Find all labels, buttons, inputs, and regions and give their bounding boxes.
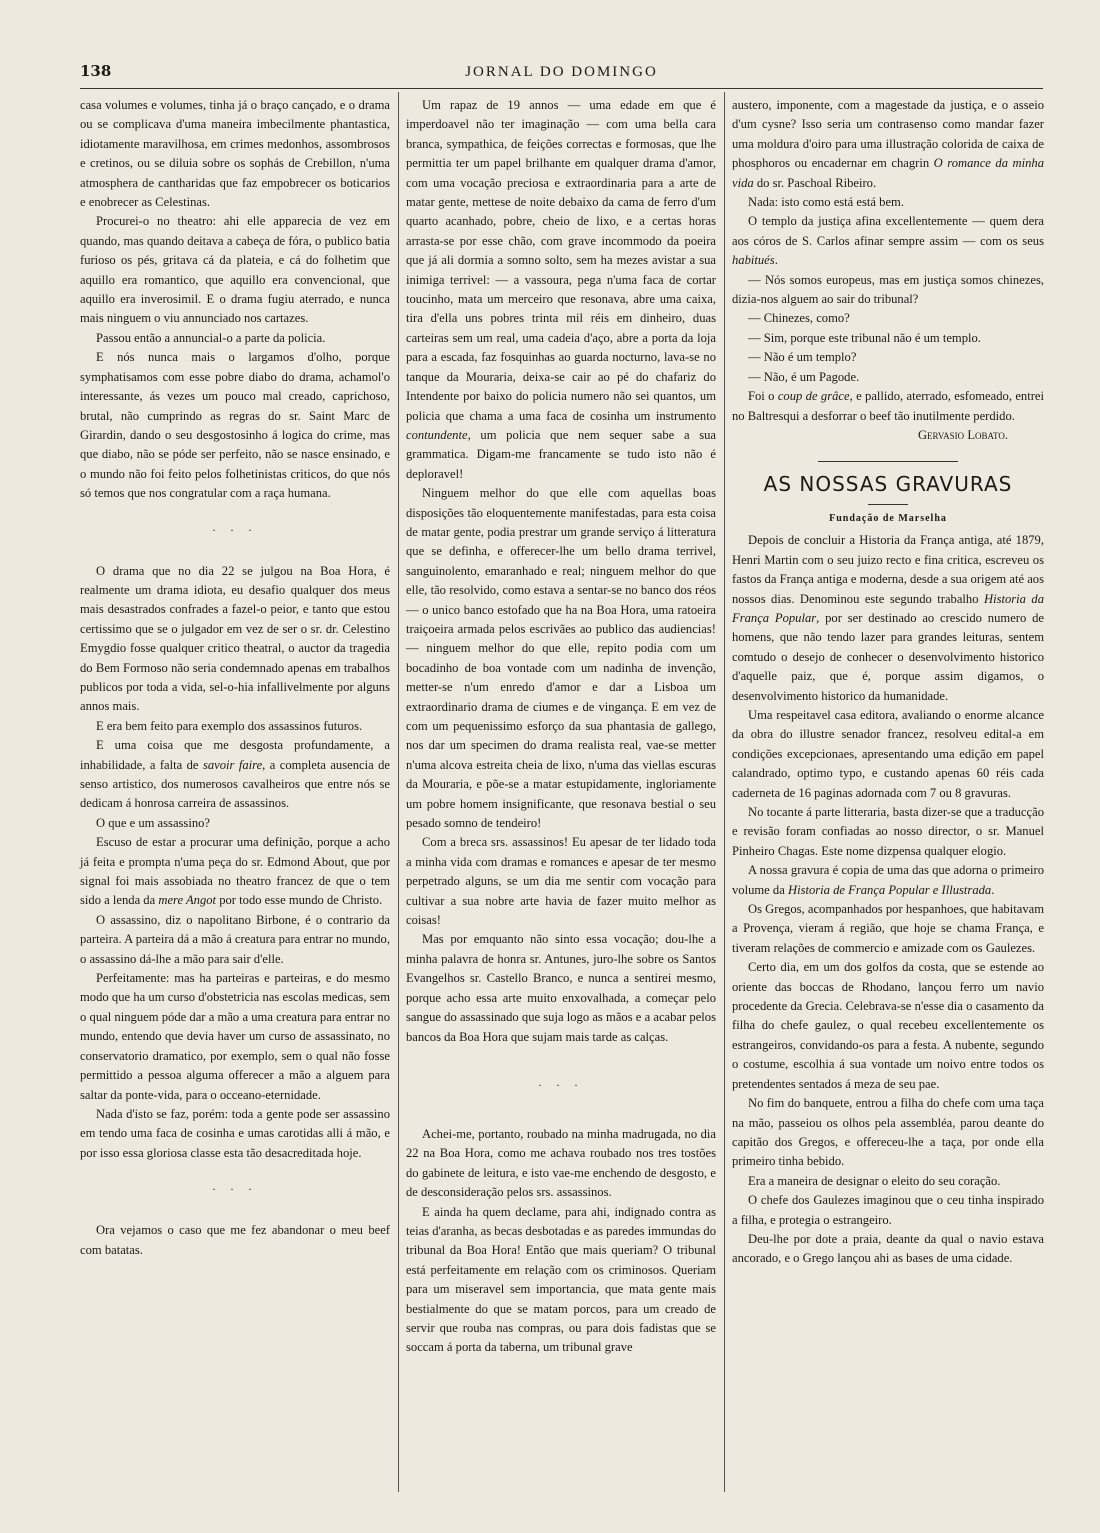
paragraph: Perfeitamente: mas ha parteiras e parteiras, e do mesmo modo que ha um curso d'obstetricia nas escolas medicas, sem o qual ninguem póde dar a mão a uma creatura para entrar no mundo, entendo que devia haver um curso de assassinato, no conservatorio dramatico, por exemplo, sem o qual não fosse permittido a pessoa alguma offerecer a mão a alguem para saltar da ponte-vida, para o occeano-eternidade. — [80, 971, 390, 1102]
paragraph: E nós nunca mais o largamos d'olho, porque symphatisamos com esse pobre diabo do drama, achamol'o interessante, ás vezes um pouco mal creado, caprichoso, brutal, não cumprindo as regras do sr. Saint Marc de Girardin, dando o seu desgostosinho á logica do crime, mas que diabo, não se póde ser perfeito, não se nasce ensinado, e o mundo não foi feito pelos folhetinistas criticos, do que nós só temos que nos congratular com a raça humana. — [80, 350, 390, 501]
paragraph: Nada: isto como está está bem. — [748, 195, 904, 210]
paragraph: O assassino, diz o napolitano Birbone, é o contrario da parteira. A parteira dá a mão á creatura para entrar no mundo, o assassino dá-lhe a mão para sair d'elle. — [80, 912, 390, 966]
paragraph: Era a maneira de designar o eleito do seu coração. — [748, 1173, 1001, 1188]
paragraph — [732, 96, 1044, 193]
text-run: por todo esse mundo de Christo. — [216, 893, 383, 908]
paragraph: Ninguem melhor do que elle com aquellas boas disposições tão eloquentemente manifestadas, para esta coisa de matar gente, podia prestrar um grande serviço á litteratura que se definha, e offerecer-lhe um bello drama terrivel, sanguinolento, emaranhado e real; ninguem melhor do que elle, tão resolvido, como estava a sentar-se no banco dos réos — o unico banco estofado que ha na Boa Hora, uma ratoeira traiçoeira armada pelos escrivães ao publico das audiencias! — ninguem melhor do que elle, repito podia com um bocadinho de boa vontade com um nadinha de invenção, metter-se n'um enredo d'amor e dar a Lisboa um extraordinario drama de ciumes e de vingança. E em vez de com um pequenissimo esforço da sua phantasia de gallego, nos dar um specimen do drama realista real, vae-se metter n'uma alcova estreita cheia de lixo, n'uma das viellas escuras da Mouraria, e põe-se a matar estupidamente, ingloriamente um pobre homem insignificante, que resonava bestial o seu pesado somno de tendeiro! — [406, 486, 716, 831]
italic-text: Historia da França Popular — [732, 591, 1044, 625]
text-run: , por ser destinado ao crescido numero de homens, que não tendo lazer para grandes leituras, sentem comtudo o desejo de conhecer o desenvolvimento historico d'aquelle paiz, que é, porque assim digamos, o desenvolvimento historico da humanidade. — [732, 610, 1044, 703]
paragraph: Certo dia, em um dos golfos da costa, que se estende ao oriente das boccas de Rhodano, lançou ferro um navio procedente da Grecia. Celebrava-se n'esse dia o casamento da filha do chefe gaulez, o qual recebeu excellentemente os estrangeiros, convidando-os para a festa. A nubente, segundo o costume, escolhia á sua vontade um noivo entre todos os pretendentes sentados á meza de seu pae. — [732, 960, 1044, 1091]
header-rule — [80, 88, 1043, 89]
dialogue-line: — Não, é um Pagode. — [748, 369, 860, 384]
section-subtitle: Fundação de Marselha — [829, 513, 947, 525]
italic-text: coup de grâce — [777, 389, 850, 404]
text-run: Depois de concluir a Historia da França antiga, até 1879, Henri Martin com o seu juizo recto e fina critica, escreveu os fastos da França antiga e moderna, desde a sua origem até aos nossos dias. Denominou este segundo trabalho — [732, 533, 1044, 606]
paragraph — [732, 531, 1044, 706]
page-number: 138 — [80, 62, 112, 80]
paragraph: O que e um assassino? — [96, 815, 211, 830]
paragraph: Os Gregos, acompanhados por hespanhoes, que habitavam a Provença, vieram á região, que hoje se chama França, e tiveram relações de commercio e amizade com os Gaulezes. — [732, 902, 1044, 955]
paragraph: E era bem feito para exemplo dos assassinos futuros. — [96, 718, 363, 733]
column-2 — [406, 96, 716, 1358]
paragraph: E ainda ha quem declame, para ahi, indignado contra as teias d'aranha, as becas desbotadas e as paredes immundas do tribunal da Boa Hora! Então que mais queriam? O tribunal está perfeitamente em relação com os criminosos. Queriam para um miseravel sem importancia, que mata gente mais bestialmente do que se matam porcos, para um creado de servir que rouba nas compras, ou para dois fadistas que se soccam á porta da taberna, um tribunal grave — [406, 1204, 717, 1355]
paragraph: Passou então a annuncial-o a parte da policia. — [96, 330, 326, 345]
column-divider — [724, 92, 725, 1492]
text-run: . — [991, 882, 995, 897]
italic-text: Historia de França Popular e Illustrada — [787, 882, 992, 897]
paragraph — [80, 736, 390, 814]
section-rule — [818, 461, 958, 462]
text-run: Escuso de estar a procurar uma definição, porque a acho já feita e prompta n'uma peça do sr. Edmond About, que por signal foi mais assobiada no theatro francez de que o tem sido a lenda da — [80, 835, 390, 908]
column-3 — [732, 96, 1044, 1269]
section-separator: . . . — [212, 519, 258, 534]
paragraph — [732, 387, 1044, 426]
section-separator: . . . — [538, 1074, 584, 1089]
italic-text: contundente — [406, 427, 468, 442]
section-separator: . . . — [212, 1179, 258, 1194]
text-run: , e pallido, aterrado, esfomeado, entrei no Baltresqui a desforrar o beef tão inutilmente perdido. — [732, 389, 1044, 423]
paragraph: O drama que no dia 22 se julgou na Boa Hora, é realmente um drama idiota, eu desafio qualquer dos meus mais desastrados confrades a fazel-o peior, e tanto que estou certissimo que se o julgador em vez de ser o sr. dr. Celestino Emygdio fosse qualquer critico theatral, o auctor da tragedia do Bem Formoso não seria condemnado apenas em trabalhos publicos por toda a vida, sel-o-hia infallivelmente por alguns annos mais. — [80, 563, 390, 714]
text-run: O templo da justiça afina excellentemente — quem dera aos córos de S. Carlos afinar sempre assim — com os seus — [732, 214, 1044, 248]
paragraph: No fim do banquete, entrou a filha do chefe com uma taça na mão, passeiou os olhos pela assembléa, parou deante do capitão dos Gregos, e offereceu-lhe a taça, por onde ella primeiro tinha bebido. — [732, 1096, 1044, 1169]
page-header — [80, 62, 1043, 84]
paragraph: casa volumes e volumes, tinha já o braço cançado, e o drama ou se complicava d'uma maneira imbecilmente phantastica, idiotamente maravilhosa, em crimes medonhos, assombrosos e cretinos, ou se diluia sobre os sophás de Crebillon, n'uma atmosphera de cantharidas que faz empobrecer os boticarios e enobrecer as Celestinas. — [80, 98, 390, 210]
paragraph: Ora vejamos o caso que me fez abandonar o meu beef com batatas. — [80, 1223, 390, 1257]
paragraph: Deu-lhe por dote a praia, deante da qual o navio estava ancorado, e o Grego lançou ahi as bases de uma cidade. — [732, 1231, 1044, 1266]
paragraph: No tocante á parte litteraria, basta dizer-se que a traducção e revisão foram confiadas ao nosso director, o sr. Manuel Pinheiro Chagas. Este nome dizpensa qualquer elogio. — [732, 805, 1044, 858]
section-rule — [868, 504, 908, 505]
dialogue-line: — Nós somos europeus, mas em justiça somos chinezes, dizia-nos alguem ao sair do tribunal? — [732, 272, 1044, 307]
text-run: austero, imponente, com a magestade da justiça, e o asseio d'um cysne? Isso seria um contrasenso como mandar fazer uma moldura d'oiro para uma illustração colorida de caixa de phosphoros ou encadernar em chagrin — [732, 98, 1044, 171]
text-run: Foi o — [748, 389, 778, 404]
text-run: A nossa gravura é copia de uma das que adorna o primeiro volume da — [732, 863, 1044, 897]
paragraph: Mas por emquanto não sinto essa vocação; dou-lhe a minha palavra de honra sr. Antunes, juro-lhe sobre os Santos Evangelhos sr. Castello Branco, e nunca a sentirei mesmo, porque acho essa arte muito enxovalhada, a começar pelo sangue do assassinado que suja logo as mãos e a acabar pelos bancos da Boa Hora que sujam mais tarde as calças. — [406, 932, 716, 1044]
italic-text: savoir faire — [202, 757, 263, 772]
paragraph: Nada d'isto se faz, porém: toda a gente pode ser assassino em tendo uma faca de cosinha e umas carotidas alli á mão, e por isso essa gloriosa classe esta tão desacreditada hoje. — [80, 1106, 390, 1160]
italic-text: mere Angot — [158, 893, 217, 908]
text-run: Um rapaz de 19 annos — uma edade em que é imperdoavel não ter imaginação — com uma bella cara branca, sympathica, de feições correctas e formosas, que lhe permittia ter um papel brilhante em qualquer drama d'amor, com uma vocação preciosa e extraordinaria para a arte de matar gente, mettese de noite debaixo da cama de ferro d'um quarto acanhado, pobre, cheio de lixo, e a certas horas arrasta-se por esse chão, com grave incommodo da poeira que já ali dormia a somno solto, sem ha mezes avistar a sua inimiga terrivel: — a vassoura, pega n'uma faca de cortar toucinho, mata um merceiro que resonava, abre uma caixa, tira d'ella uns pobres trinta mil réis em dinheiro, duas carteiras sem um real, uma cadeia d'aço, abre a porta da loja para a escada, faz fosquinhas ao guarda nocturno, lava-se no tanque da Mouraria, deixa-se cair ao pé do chafariz do Intendente por baixo do policia numero não sei quantos, um policia que chama a uma faca de cosinha um instrumento — [406, 98, 716, 423]
paragraph: Uma respeitavel casa editora, avaliando o enorme alcance da obra do illustre senador francez, resolveu edital-a em condições excepcionaes, apresentando uma edição em papel calandrado, optimo typo, e custando apenas 60 réis cada caderneta de 16 paginas adornada com 7 ou 8 gravuras. — [732, 707, 1044, 800]
paragraph: Com a breca srs. assassinos! Eu apesar de ter lidado toda a minha vida com dramas e romances e apesar de ter mesmo perpetrado alguns, se um dia me sentir com vocação para cultivar a sua nobre arte havia de fazer muito melhor as coisas! — [406, 835, 716, 928]
text-run: do sr. Paschoal Ribeiro. — [753, 175, 877, 190]
paragraph: O chefe dos Gaulezes imaginou que o ceu tinha inspirado a filha, e protegia o estrangeiro. — [732, 1193, 1044, 1227]
paragraph: Procurei-o no theatro: ahi elle apparecia de vez em quando, mas quando deitava a cabeça de fóra, o publico batia furioso os pés, gritava cá da plateia, e cá do folhetim que aquillo era romantico, que aquillo era convencional, que aquillo era inverosimil. E o drama fugiu aterrado, e nunca mais ninguem o viu annunciado nos cartazes. — [80, 214, 390, 326]
dialogue-line: — Chinezes, como? — [748, 311, 850, 326]
dialogue-line: — Não é um templo? — [748, 350, 857, 365]
italic-text: O romance da minha vida — [732, 156, 1044, 190]
paragraph — [732, 212, 1044, 270]
column-1 — [80, 96, 390, 1260]
paragraph — [80, 833, 390, 911]
column-divider — [398, 92, 399, 1492]
paragraph — [406, 96, 716, 484]
text-run: , um policia que nem sequer sabe a sua grammatica. Digam-me francamente se tudo isto não é deploravel! — [406, 427, 716, 481]
dialogue-line: — Sim, porque este tribunal não é um templo. — [748, 330, 981, 345]
italic-text: habitués — [732, 253, 775, 268]
text-run: , a completa ausencia de senso artistico, dos numerosos cavalheiros que entre nós se dedicam á honrosa carreira de assassinos. — [80, 757, 390, 811]
paragraph — [732, 861, 1044, 900]
paragraph: Achei-me, portanto, roubado na minha madrugada, no dia 22 na Boa Hora, como me achava roubado nos tres tostões do gabinete de leitura, e isto vae-me enchendo de desgosto, e de desconsideração pelos srs. assassinos. — [406, 1126, 716, 1200]
text-run: . — [774, 253, 778, 268]
running-title: JORNAL DO DOMINGO — [465, 64, 658, 80]
text-run: E uma coisa que me desgosta profundamente, a inhabilidade, a falta de — [80, 738, 390, 772]
author-signature: Gervasio Lobato. — [917, 427, 1008, 442]
section-title: AS NOSSAS GRAVURAS — [763, 472, 1013, 497]
